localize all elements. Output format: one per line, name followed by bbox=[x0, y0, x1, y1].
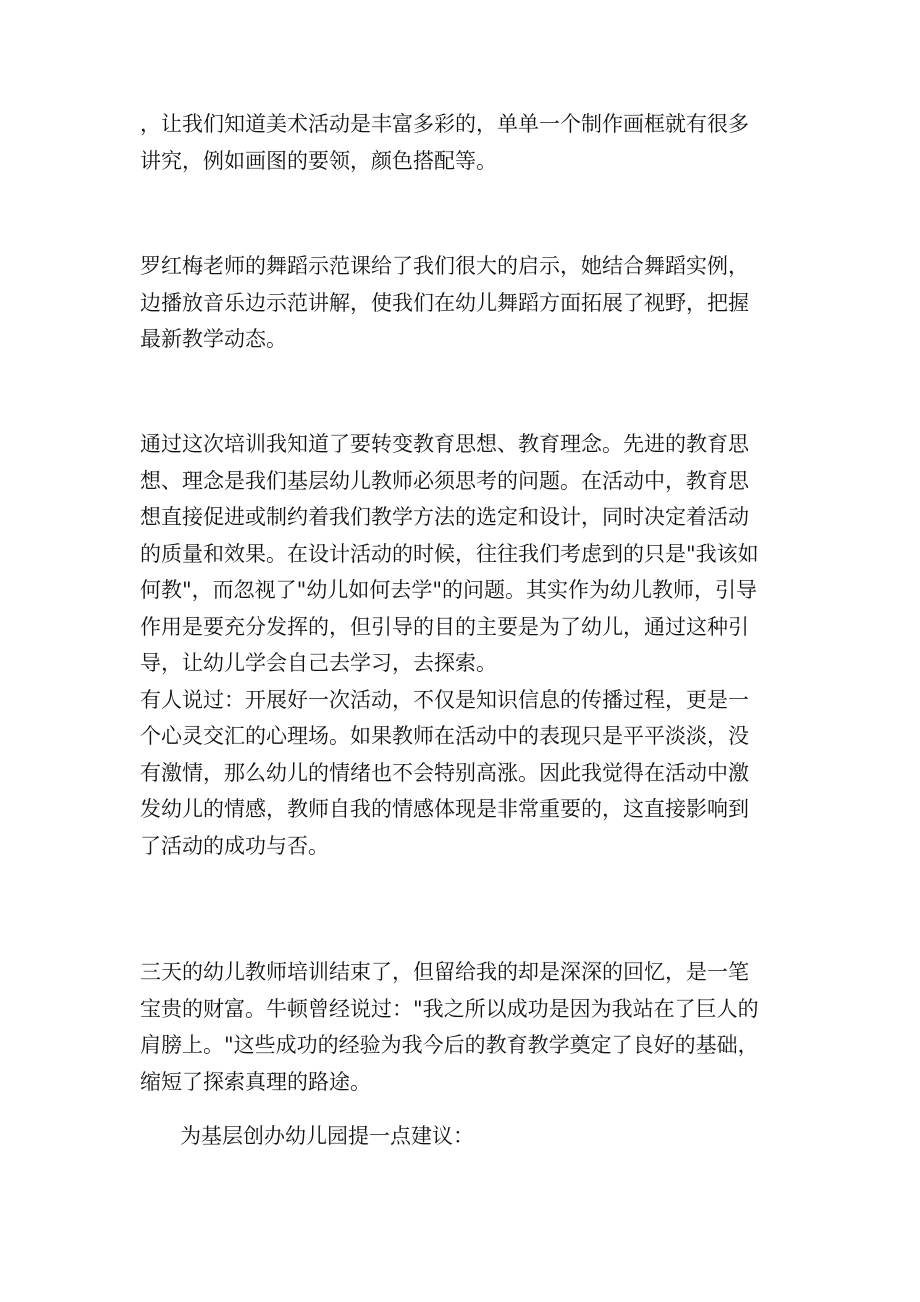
paragraph-suggestion-heading: 为基层创办幼儿园提一点建议： bbox=[140, 1124, 475, 1148]
paragraph-training-summary: 三天的幼儿教师培训结束了，但留给我的却是深深的回忆，是一笔 宝贵的财富。牛顿曾经说过："我之所以成功是因为我站在了巨人的 肩膀上。"这些成功的经验为我今后的教育教学奠定了良好的基础， 缩短了探索真理的路途。 bbox=[140, 960, 759, 1094]
paragraph-education-philosophy: 通过这次培训我知道了要转变教育思想、教育理念。先进的教育思 想、理念是我们基层幼儿教师必须思考的问题。在活动中，教育思 想直接促进或制约着我们教学方法的选定和设计，同时决定着活动 的质量和效果。在设计活动的时候，往往我们考虑到的只是"我该如 何教"，而忽视了"幼儿如何去学"的问题。其实作为幼儿教师，引导 作用是要充分发挥的，但引导的目的主要是为了幼儿，通过这种引 导，让幼儿学会自己去学习，去探索。 有人说过：开展好一次活动，不仅是知识信息的传播过程，更是一 个心灵交汇的心理场。如果教师在活动中的表现只是平平淡淡，没 有激情，那么幼儿的情绪也不会特别高涨。因此我觉得在活动中激 发幼儿的情感，教师自我的情感体现是非常重要的，这直接影响到 了活动的成功与否。 bbox=[140, 432, 759, 858]
paragraph-dance-lesson: 罗红梅老师的舞蹈示范课给了我们很大的启示，她结合舞蹈实例， 边播放音乐边示范讲解，使我们在幼儿舞蹈方面拓展了视野，把握 最新教学动态。 bbox=[140, 254, 749, 351]
paragraph-art-activity: ，让我们知道美术活动是丰富多彩的，单单一个制作画框就有很多 讲究，例如画图的要领，颜色搭配等。 bbox=[140, 112, 749, 173]
